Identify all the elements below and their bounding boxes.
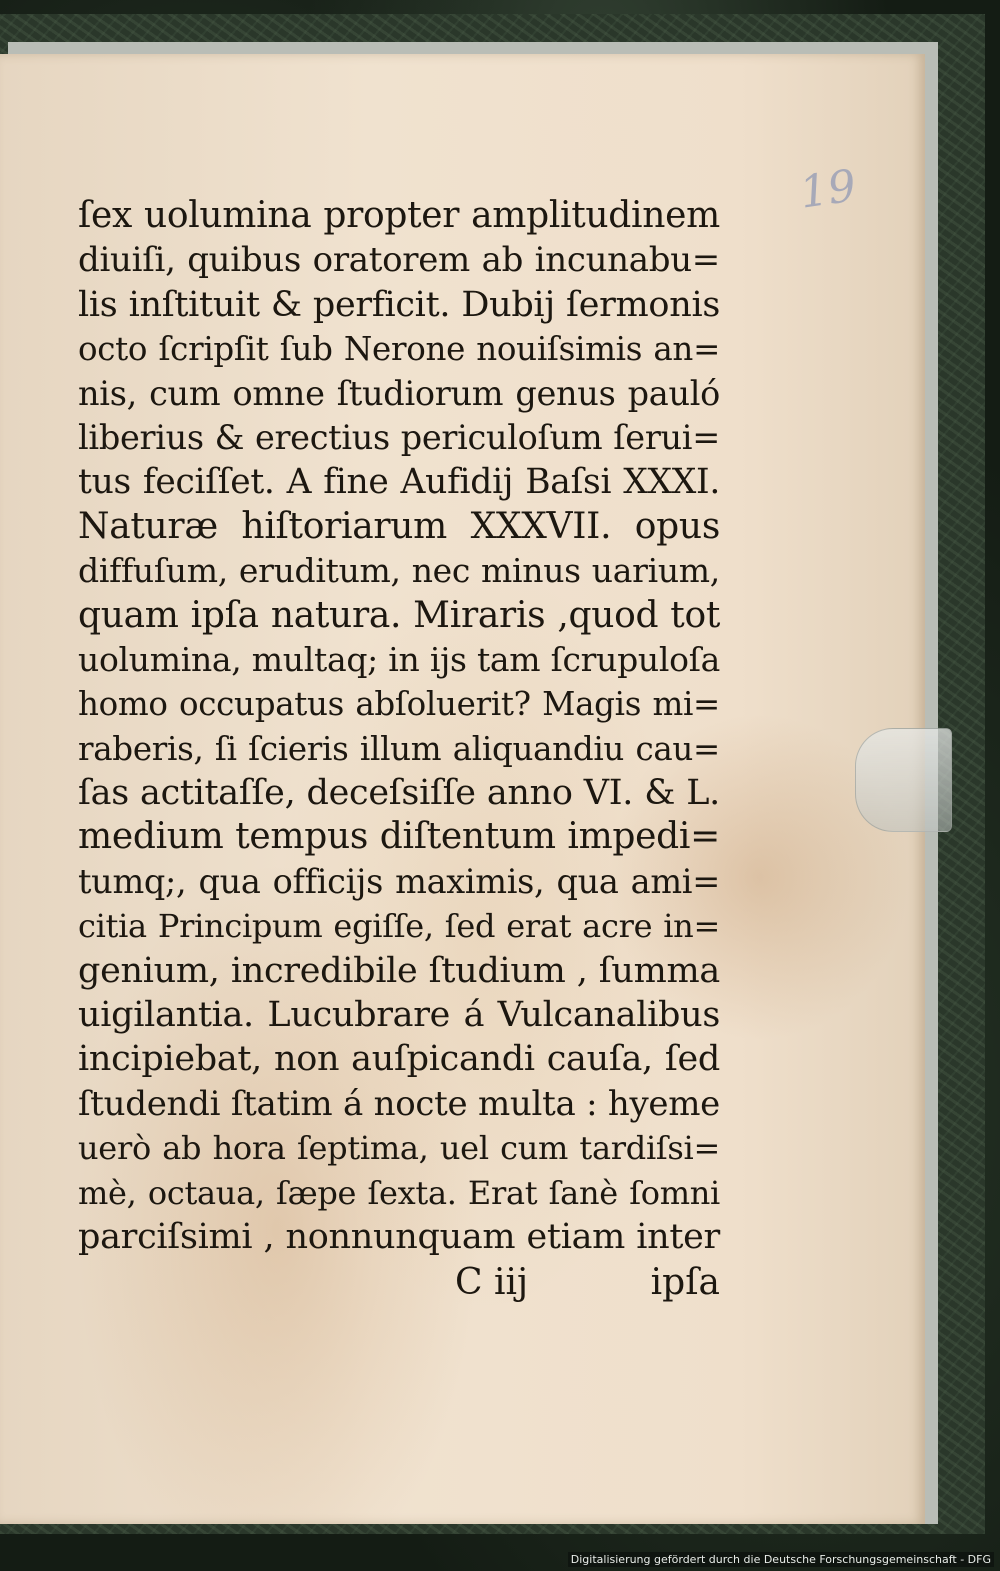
body-text: [78, 194, 720, 1259]
catch-line: [78, 1262, 720, 1306]
text-line: incipiebat, non auſpicandi cauſa, ſed: [78, 1039, 720, 1080]
text-line: homo occupatus abſoluerit? Magis mi=: [78, 685, 720, 724]
text-line: diffuſum, eruditum, nec minus uarium,: [78, 551, 720, 591]
book-page: [0, 54, 925, 1524]
text-line: tus feciſſet. A fine Aufidij Baſsi XXXI.: [78, 462, 720, 503]
text-line: diuiſi, quibus oratorem ab incunabu=: [78, 240, 720, 281]
text-line: raberis, ſi ſcieris illum aliquandiu cau=: [78, 729, 720, 768]
catchword: ipſa: [650, 1262, 720, 1303]
text-line: genium, incredibile ſtudium , ſumma: [78, 950, 720, 991]
text-line: medium tempus diſtentum impedi=: [78, 816, 720, 858]
text-line: uigilantia. Lucubrare á Vulcanalibus: [78, 995, 720, 1036]
text-line: ſas actitaſſe, deceſsiſſe anno VI. & L.: [78, 773, 720, 814]
signature-mark: C iij: [455, 1262, 529, 1303]
text-line: mè, octaua, ſæpe ſexta. Erat ſanè ſomni: [78, 1173, 720, 1212]
text-line: lis inſtituit & perficit. Dubij ſermonis: [78, 284, 720, 325]
text-line: parciſsimi , nonnunquam etiam inter: [78, 1216, 720, 1257]
text-line: uolumina, multaq; in ijs tam ſcrupuloſa: [78, 639, 720, 679]
text-line: quam ipſa natura. Miraris ,quod tot: [78, 594, 720, 636]
text-line: uerò ab hora ſeptima, uel cum tardiſsi=: [78, 1129, 720, 1168]
text-line: Naturæ hiſtoriarum XXXVII. opus: [78, 505, 720, 547]
text-line: ſex uolumina propter amplitudinem: [78, 195, 720, 236]
text-line: nis, cum omne ſtudiorum genus pauló: [78, 373, 720, 413]
text-line: tumq;, qua officijs maximis, qua ami=: [78, 861, 720, 901]
handwritten-folio-number: 19: [796, 160, 860, 219]
text-line: citia Principum egiſſe, ſed erat acre in=: [78, 907, 720, 946]
text-line: octo ſcripſit ſub Nerone nouiſsimis an=: [78, 330, 720, 369]
page-clip: [855, 728, 952, 832]
text-line: liberius & erectius periculoſum ſerui=: [78, 417, 720, 457]
digitization-credit: Digitalisierung gefördert durch die Deutsche Forschungsgemeinschaft - DFG: [568, 1552, 994, 1567]
text-line: ſtudendi ſtatim á nocte multa : hyeme: [78, 1083, 720, 1124]
